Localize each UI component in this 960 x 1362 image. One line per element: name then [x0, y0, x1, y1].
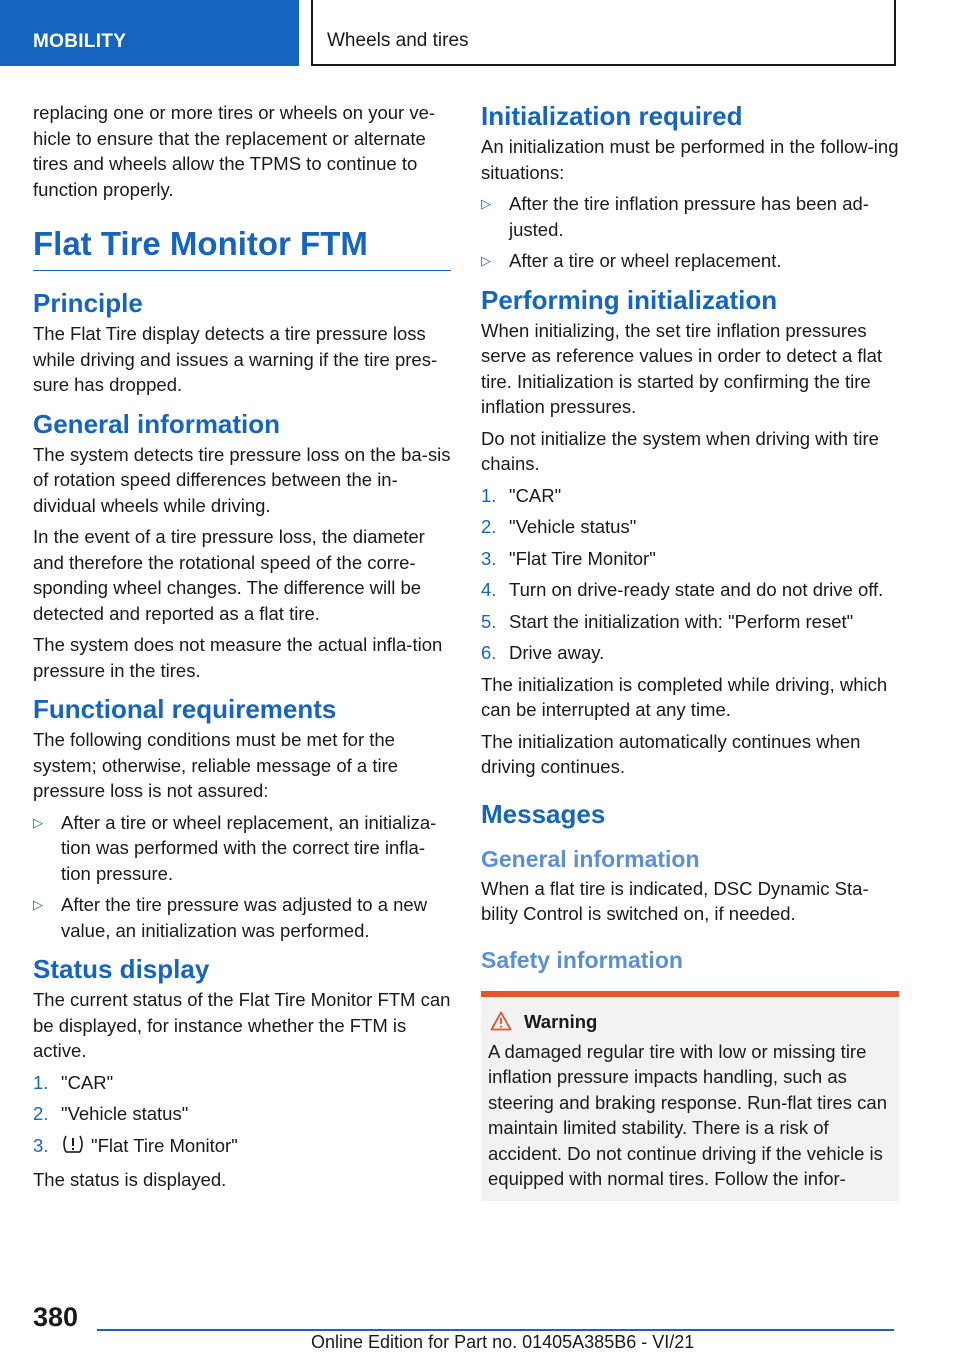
performing-paragraph: When initializing, the set tire inflation pressures serve as reference values in order to detect a flat tire. Initialization is started by confirming the tire inflation pressures. — [481, 319, 883, 417]
list-item: 1. "CAR" — [33, 1071, 114, 1093]
tire-pressure-icon — [61, 1133, 85, 1162]
list-item: 4. Turn on drive-ready state and do not drive off. — [481, 579, 884, 600]
initialization-list — [481, 191, 899, 274]
triangle-right-icon: ▷ — [481, 253, 491, 268]
chapter-label: Wheels and tires — [327, 30, 469, 51]
status-result: The status is displayed. — [33, 1169, 227, 1190]
page-title: Flat Tire Monitor FTM — [33, 224, 451, 271]
list-item: ▷ After a tire or wheel replacement. — [481, 248, 899, 274]
initialization-heading: Initialization required — [481, 101, 743, 131]
functional-requirements-heading: Functional requirements — [33, 694, 337, 724]
list-item: 2. "Vehicle status" — [481, 516, 637, 537]
performing-paragraph: Do not initialize the system when driving with tire chains. — [481, 427, 879, 474]
initialization-text: An initialization must be performed in the follow-ing situations: — [481, 136, 899, 183]
left-column — [33, 100, 451, 1199]
messages-general-text: When a flat tire is indicated, DSC Dynamic Sta-bility Control is switched on, if needed. — [481, 877, 869, 924]
list-item: 6. Drive away. — [481, 642, 605, 663]
list-item: ▷ After the tire pressure was adjusted to a new value, an initialization was performed. — [33, 894, 428, 941]
list-item: 2. "Vehicle status" — [33, 1103, 189, 1124]
principle-heading: Principle — [33, 288, 143, 318]
intro-paragraph: replacing one or more tires or wheels on your ve-hicle to ensure that the replacement or alternate tires and wheels allow the TPMS to continue to function properly. — [33, 102, 436, 200]
right-column — [481, 100, 899, 1201]
status-display-text: The current status of the Flat Tire Monitor FTM can be displayed, for instance whether the FTM is active. — [33, 989, 451, 1061]
warning-text: A damaged regular tire with low or missing tire inflation pressure impacts handling, such as steering and braking response. Run-flat tires can maintain limited stability. There is a risk of accident. Do not continue driving if the vehicle is equipped with normal tires. Follow the infor- — [488, 1040, 887, 1189]
list-item: ▷ After the tire inflation pressure has been ad-justed. — [481, 193, 869, 240]
chapter-tab — [311, 0, 896, 66]
footer-edition: Online Edition for Part no. 01405A385B6 - VI/21 — [311, 1332, 695, 1352]
list-item: 3. "Flat Tire Monitor" — [33, 1133, 451, 1162]
messages-general-heading: General information — [481, 845, 700, 872]
status-steps-list — [33, 1070, 451, 1162]
general-paragraph: The system detects tire pressure loss on the ba-sis of rotation speed differences between the in-dividual wheels while driving. — [33, 443, 451, 516]
triangle-right-icon: ▷ — [33, 814, 43, 830]
safety-heading: Safety information — [481, 946, 683, 973]
footer-divider — [97, 1329, 894, 1331]
warning-title: Warning — [490, 1011, 891, 1033]
messages-heading: Messages — [481, 798, 606, 829]
general-heading: General information — [33, 408, 281, 439]
status-display-heading: Status display — [33, 954, 210, 984]
principle-text: The Flat Tire display detects a tire pressure loss while driving and issues a warning if the tire pres-sure has dropped. — [33, 323, 438, 395]
warning-box — [481, 991, 899, 1201]
list-item: ▷ After a tire or wheel replacement, an initializa-tion was performed with the correct tire infla-tion pressure. — [33, 811, 437, 884]
list-item: 1. "CAR" — [481, 484, 562, 506]
triangle-right-icon: ▷ — [481, 196, 491, 211]
warning-triangle-icon — [490, 1011, 524, 1032]
triangle-right-icon: ▷ — [33, 897, 43, 912]
general-paragraph: The system does not measure the actual infla-tion pressure in the tires. — [33, 634, 443, 681]
initialization-steps-list — [481, 483, 899, 666]
list-item: 3. "Flat Tire Monitor" — [481, 547, 656, 569]
list-item: 5. Start the initialization with: "Perform reset" — [481, 610, 854, 632]
performing-paragraph: The initialization is completed while driving, which can be interrupted at any time. — [481, 673, 888, 720]
general-paragraph: In the event of a tire pressure loss, the diameter and therefore the rotational speed of the corre-sponding wheel changes. The difference will be detected and reported as a flat tire. — [33, 526, 425, 624]
section-tab — [0, 0, 299, 66]
functional-requirements-list — [33, 810, 451, 944]
functional-requirements-text: The following conditions must be met for the system; otherwise, reliable message of a tire pressure loss is not assured: — [33, 729, 399, 801]
performing-initialization-heading: Performing initialization — [481, 284, 778, 315]
performing-paragraph: The initialization automatically continues when driving continues. — [481, 730, 861, 777]
page-number: 380 — [33, 1302, 79, 1332]
section-label: MOBILITY — [33, 31, 127, 52]
